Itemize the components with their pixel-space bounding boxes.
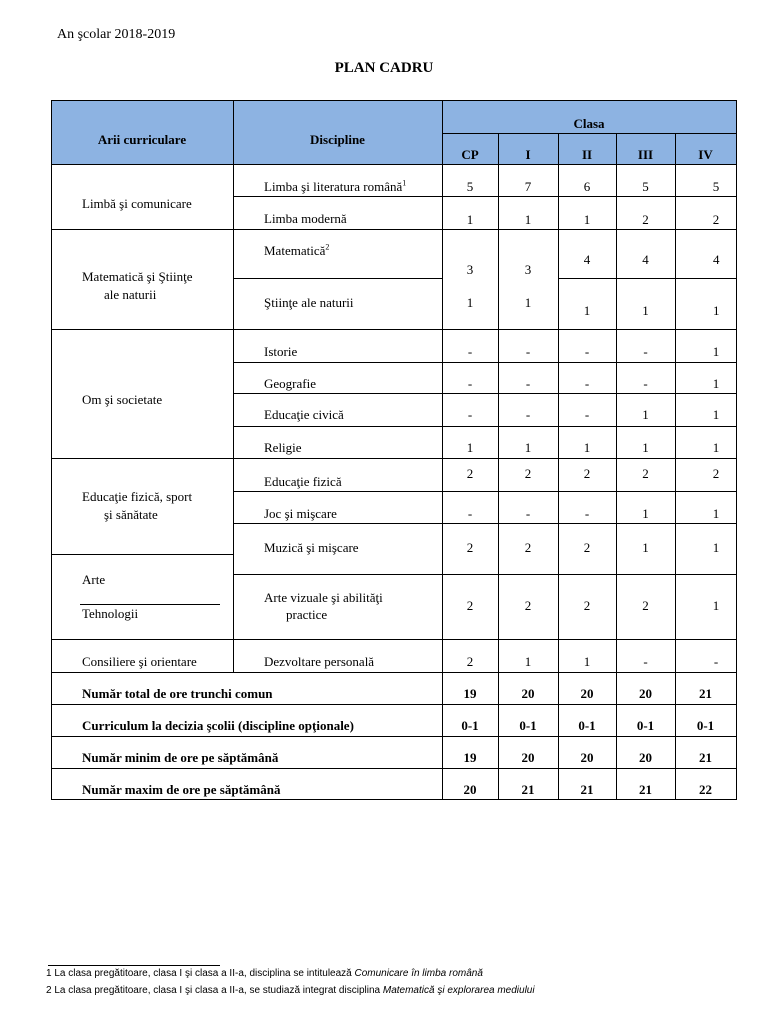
totals-cell-ii: 20 — [580, 686, 594, 701]
cell-dezvoltare-iv: - — [713, 654, 719, 669]
cell-matematica-iv: 4 — [713, 252, 720, 267]
totals-cell-cp: 20 — [463, 782, 477, 797]
totals-cell-iv: 21 — [699, 750, 712, 765]
cell-joc-cp: - — [467, 506, 473, 521]
cell-stiinte-joint-i: 1 — [524, 295, 532, 310]
cell-romana-cp: 5 — [466, 179, 474, 194]
cell-civica-iv: 1 — [712, 407, 720, 422]
cell-stiinte-ii: 1 — [583, 303, 591, 318]
footnote-mark-1: 1 — [402, 178, 407, 188]
cell-civica-cp: - — [467, 407, 473, 422]
cell-geografie-iv: 1 — [712, 376, 720, 391]
cell-religie-ii: 1 — [583, 440, 591, 455]
cell-istorie-ii: - — [584, 344, 590, 359]
totals-cell-iv: 0-1 — [696, 718, 715, 733]
header-class-cp: CP — [461, 147, 479, 162]
cell-dezvoltare-i: 1 — [524, 654, 532, 669]
cell-geografie-iii: - — [643, 376, 648, 391]
discipline-matematica: Matematică$^2$ — [264, 242, 330, 258]
cell-ed-fizica-iii: 2 — [642, 466, 649, 481]
cell-civica-ii: - — [584, 407, 590, 422]
cell-moderna-cp: 1 — [466, 212, 474, 227]
area-cons: Consiliere şi orientare — [82, 654, 197, 669]
totals-cell-iii: 20 — [639, 750, 652, 765]
cell-religie-i: 1 — [524, 440, 532, 455]
cell-muzica-cp: 2 — [466, 540, 474, 555]
cell-ed-fizica-i: 2 — [524, 466, 532, 481]
discipline-civica: Educaţie civică — [264, 407, 344, 422]
header-disciplines: Discipline — [310, 132, 365, 147]
cell-muzica-ii: 2 — [583, 540, 591, 555]
totals-row-label: Curriculum la decizia şcolii (discipline opţionale) — [82, 718, 354, 733]
cell-ed-fizica-cp: 2 — [466, 466, 474, 481]
cell-religie-iv: 1 — [712, 440, 720, 455]
totals-cell-ii: 21 — [580, 782, 594, 797]
cell-arte-iii: 2 — [642, 598, 649, 613]
cell-dezvoltare-cp: 2 — [466, 654, 474, 669]
totals-cell-ii: 20 — [580, 750, 594, 765]
totals-cell-iv: 22 — [699, 782, 712, 797]
discipline-muzica: Muzică şi mişcare — [264, 540, 359, 555]
area-edu-line2: şi sănătate — [104, 507, 158, 522]
cell-stiinte-joint-cp: 1 — [466, 295, 474, 310]
totals-cell-iii: 20 — [639, 686, 652, 701]
cell-istorie-cp: - — [467, 344, 473, 359]
totals-row-label: Număr minim de ore pe săptămână — [82, 750, 279, 765]
cell-muzica-iii: 1 — [642, 540, 649, 555]
discipline-istorie: Istorie — [264, 344, 298, 359]
cell-joc-ii: - — [584, 506, 590, 521]
discipline-ed-fizica: Educaţie fizică — [264, 474, 342, 489]
cell-geografie-ii: - — [584, 376, 590, 391]
cell-matematica-iii: 4 — [642, 252, 649, 267]
area-tech: Tehnologii — [82, 606, 139, 621]
cell-geografie-i: - — [525, 376, 531, 391]
footnote-2: 2 La clasa pregătitoare, clasa I şi clasa a II-a, se studiază integrat disciplina Matematică şi explorarea mediului — [46, 985, 535, 996]
totals-cell-cp: 0-1 — [461, 718, 479, 733]
discipline-dezvoltare: Dezvoltare personală — [264, 654, 375, 669]
totals-row-label: Număr total de ore trunchi comun — [82, 686, 273, 701]
area-edu-line1: Educaţie fizică, sport — [82, 489, 193, 504]
cell-moderna-iv: 2 — [712, 212, 720, 227]
cell-romana-ii: 6 — [583, 179, 591, 194]
cell-arte-ii: 2 — [583, 598, 591, 613]
cell-romana-i: 7 — [524, 179, 532, 194]
discipline-religie: Religie — [264, 440, 302, 455]
totals-cell-ii: 0-1 — [578, 718, 596, 733]
discipline-arte-line1: Arte vizuale şi abilităţi — [264, 590, 383, 605]
totals-cell-iii: 0-1 — [636, 718, 655, 733]
discipline-moderna: Limba modernă — [264, 211, 347, 226]
footnote-1: 1 La clasa pregătitoare, clasa I şi clasa a II-a, disciplina se intitulează Comunicare în limba română — [46, 968, 483, 979]
cell-arte-i: 2 — [524, 598, 532, 613]
totals-cell-iii: 21 — [639, 782, 652, 797]
cell-muzica-i: 2 — [524, 540, 532, 555]
cell-matematica-ii: 4 — [583, 252, 591, 267]
totals-cell-i: 20 — [521, 686, 535, 701]
cell-muzica-iv: 1 — [712, 540, 720, 555]
totals-cell-cp: 19 — [463, 750, 477, 765]
totals-cell-i: 20 — [521, 750, 535, 765]
header-class-ii: II — [581, 147, 593, 162]
cell-religie-cp: 1 — [466, 440, 474, 455]
area-arte: Arte — [82, 572, 106, 587]
totals-cell-iv: 21 — [699, 686, 712, 701]
discipline-geografie: Geografie — [264, 376, 316, 391]
cell-moderna-i: 1 — [524, 212, 532, 227]
header-areas: Arii curriculare — [97, 132, 187, 147]
area-math-line2: ale naturii — [104, 287, 157, 302]
cell-ed-fizica-ii: 2 — [583, 466, 591, 481]
cell-arte-iv: 1 — [712, 598, 720, 613]
totals-row-label: Număr maxim de ore pe săptămână — [82, 782, 281, 797]
cell-joc-iv: 1 — [712, 506, 720, 521]
cell-mat-joint-cp: 3 — [466, 262, 474, 277]
cell-civica-iii: 1 — [642, 407, 649, 422]
header-class-group: Clasa — [573, 116, 605, 131]
cell-istorie-iii: - — [643, 344, 648, 359]
cell-stiinte-iii: 1 — [642, 303, 649, 318]
cell-civica-i: - — [525, 407, 531, 422]
cell-dezvoltare-ii: 1 — [583, 654, 591, 669]
header-class-iv: IV — [698, 147, 713, 162]
cell-romana-iv: 5 — [712, 179, 720, 194]
cell-religie-iii: 1 — [642, 440, 649, 455]
school-year: An şcolar 2018-2019 — [57, 27, 176, 42]
footnote-mark-2: 2 — [325, 242, 330, 252]
discipline-joc: Joc şi mişcare — [264, 506, 337, 521]
cell-stiinte-iv: 1 — [713, 303, 720, 318]
cell-moderna-ii: 1 — [583, 212, 591, 227]
cell-istorie-iv: 1 — [712, 344, 720, 359]
cell-istorie-i: - — [525, 344, 531, 359]
cell-mat-joint-i: 3 — [524, 262, 532, 277]
discipline-romana: Limba şi literatura română$^1$ — [264, 178, 407, 194]
area-math-line1: Matematică şi Ştiinţe — [82, 269, 193, 284]
cell-joc-iii: 1 — [642, 506, 649, 521]
totals-cell-i: 21 — [521, 782, 535, 797]
cell-dezvoltare-iii: - — [643, 654, 648, 669]
footnote-separator — [48, 965, 220, 966]
page-title: PLAN CADRU — [334, 60, 434, 76]
cell-joc-i: - — [525, 506, 531, 521]
cell-geografie-cp: - — [467, 376, 473, 391]
totals-cell-i: 0-1 — [519, 718, 537, 733]
totals-cell-cp: 19 — [463, 686, 477, 701]
discipline-arte-line2: practice — [286, 607, 328, 622]
area-lang: Limbă şi comunicare — [82, 196, 192, 211]
cell-romana-iii: 5 — [642, 179, 649, 194]
cell-arte-cp: 2 — [466, 598, 474, 613]
discipline-stiinte: Ştiinţe ale naturii — [264, 295, 354, 310]
area-om: Om şi societate — [82, 392, 163, 407]
cell-ed-fizica-iv: 2 — [712, 466, 720, 481]
cell-moderna-iii: 2 — [642, 212, 649, 227]
header-class-iii: III — [637, 147, 654, 162]
header-class-i: I — [525, 147, 531, 162]
